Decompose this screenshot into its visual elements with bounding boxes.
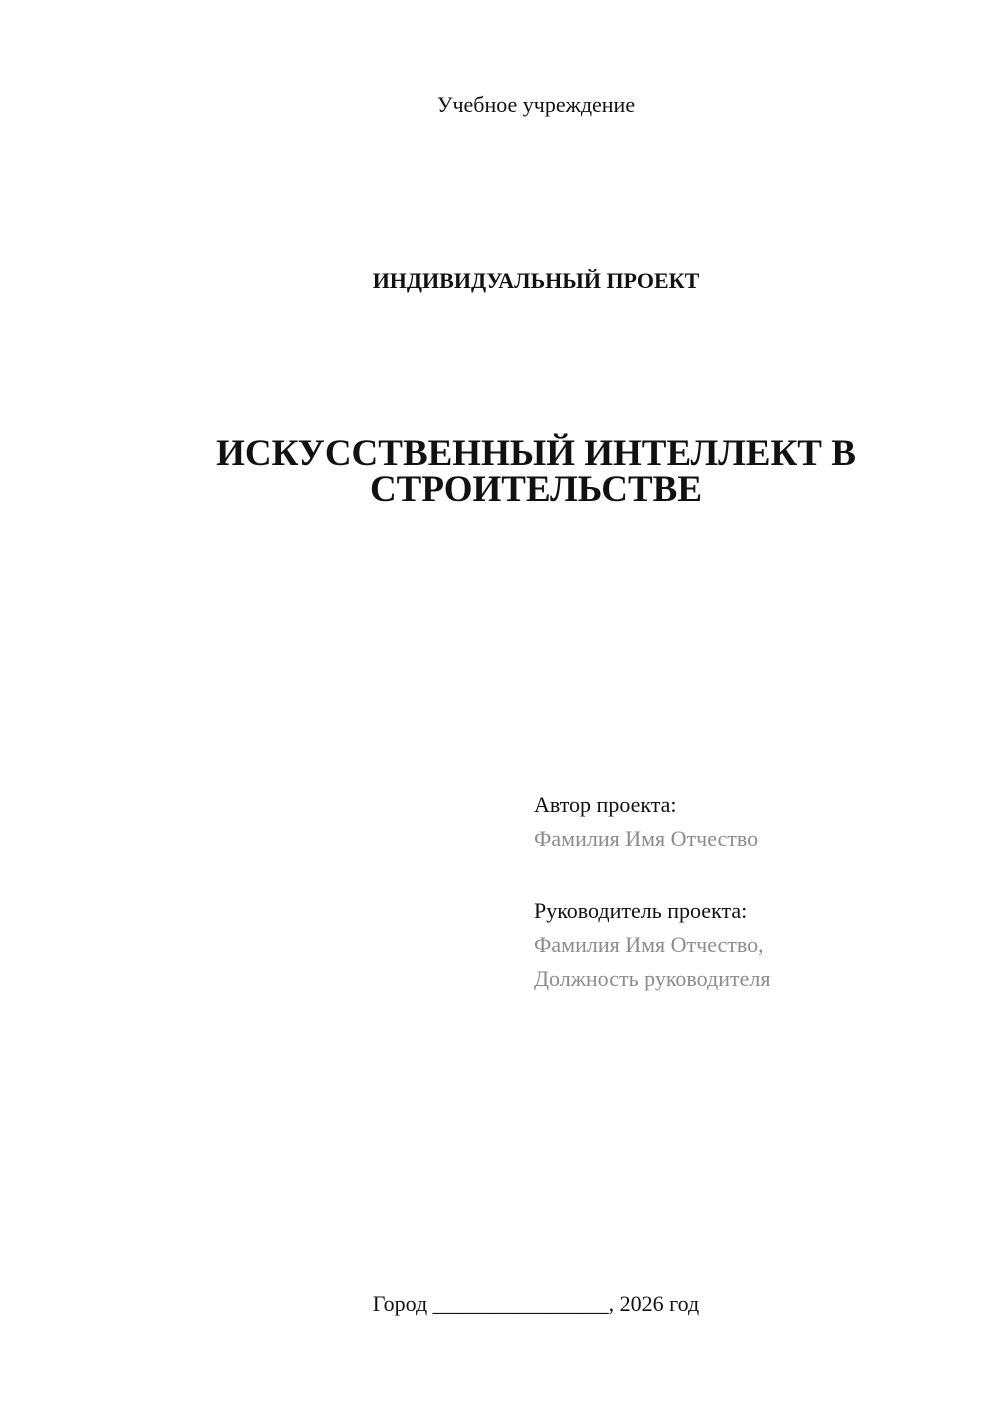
supervisor-name-placeholder: Фамилия Имя Отчество, [534,932,764,957]
institution-name: Учебное учреждение [436,92,636,117]
author-block [534,788,758,856]
city-year-line: Город ________________, 2026 год [372,1291,700,1316]
project-title-line-2: СТРОИТЕЛЬСТВЕ [369,469,703,510]
author-label: Автор проекта: [534,792,677,817]
supervisor-block [534,894,770,996]
project-type-heading: ИНДИВИДУАЛЬНЫЙ ПРОЕКТ [372,268,700,293]
project-title [0,433,1000,510]
supervisor-position-placeholder: Должность руководителя [534,966,771,991]
supervisor-label: Руководитель проекта: [534,898,748,923]
project-title-line-1: ИСКУССТВЕННЫЙ ИНТЕЛЛЕКТ В [216,433,856,474]
author-name-placeholder: Фамилия Имя Отчество [534,826,759,851]
